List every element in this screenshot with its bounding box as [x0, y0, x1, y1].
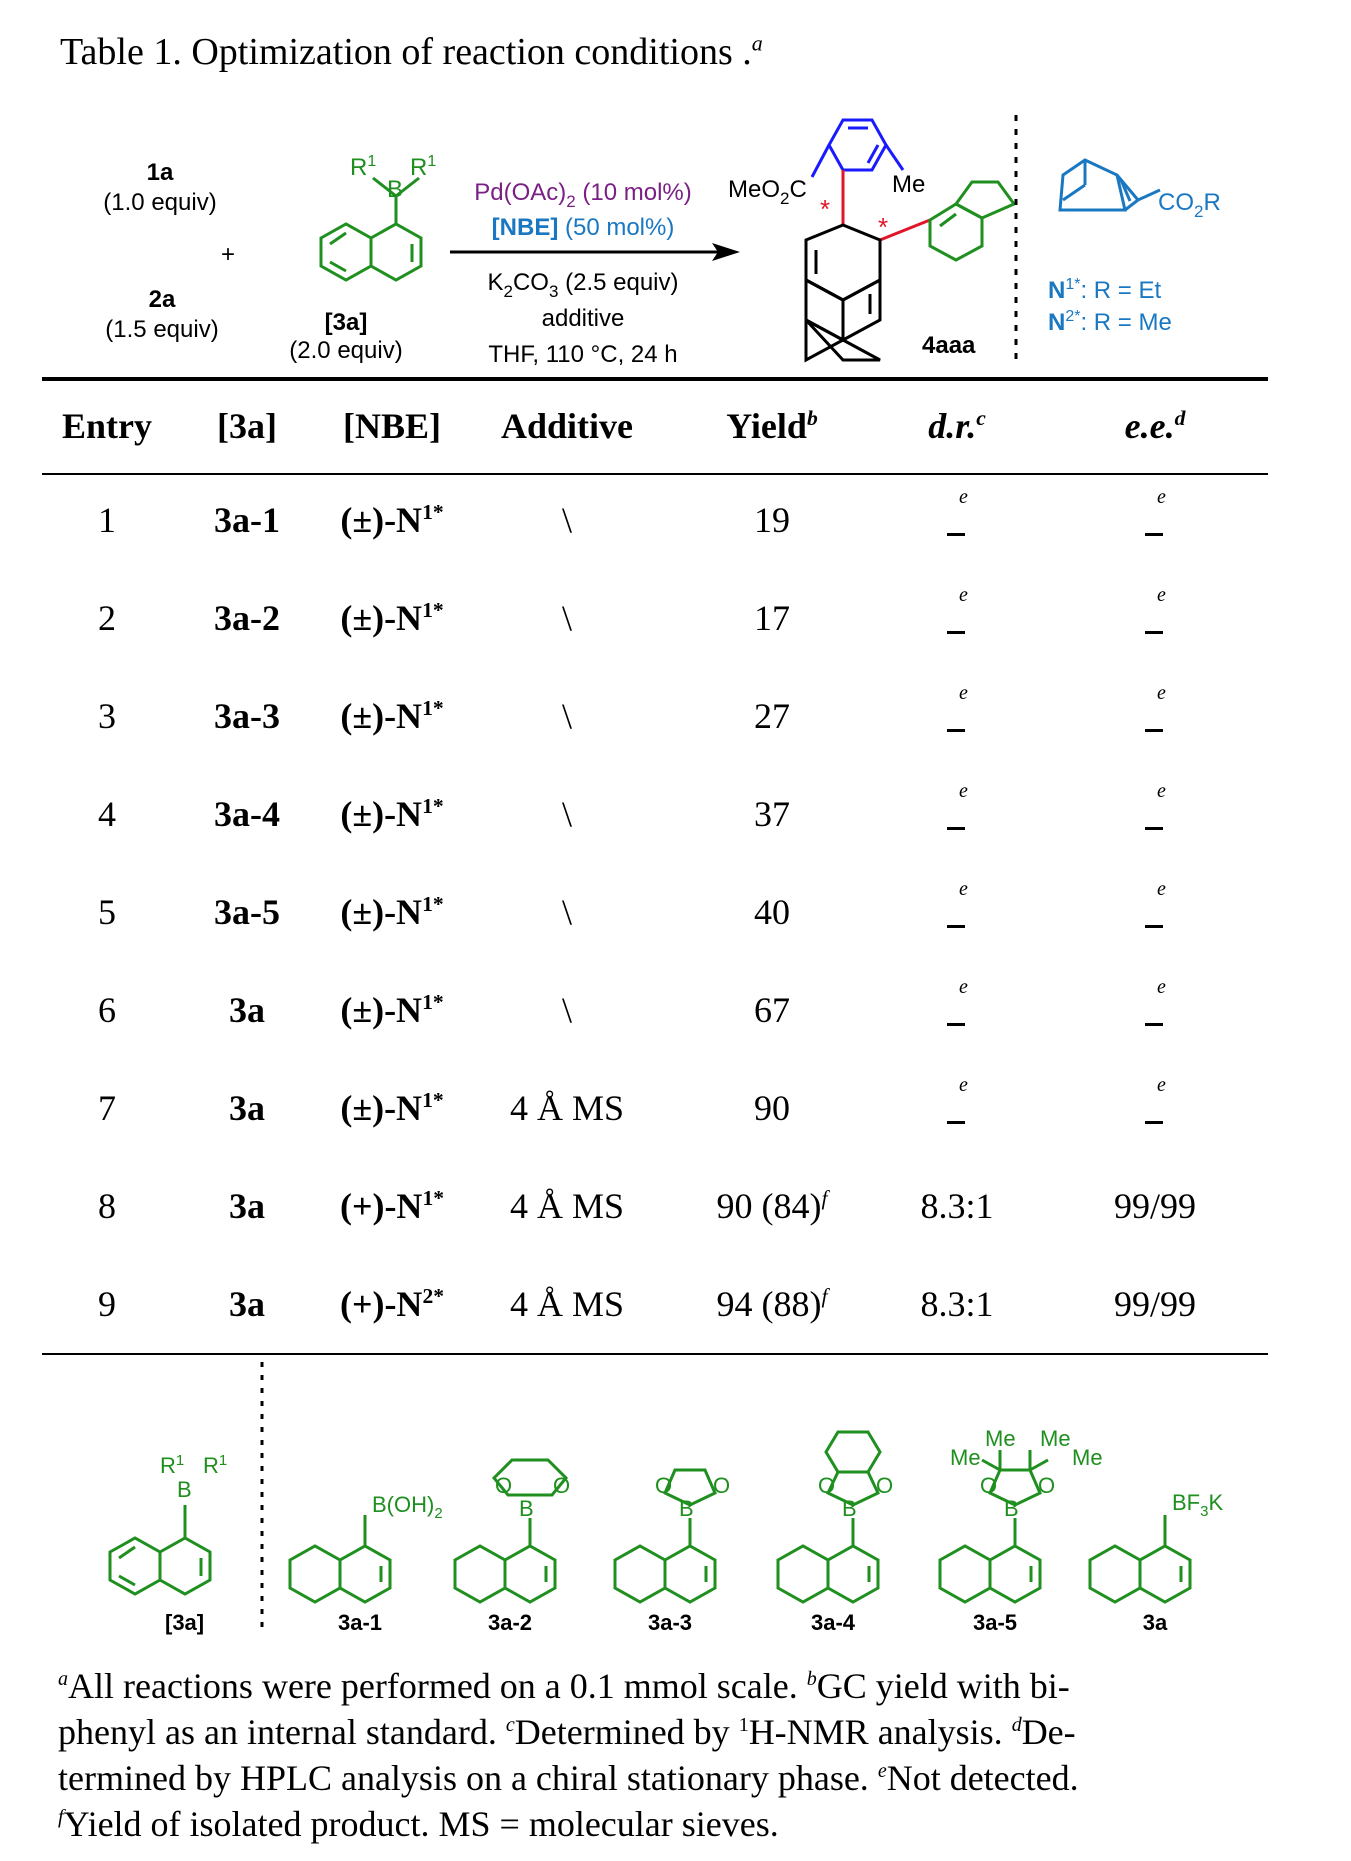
cell-dr — [872, 667, 1042, 765]
cell-ee — [1042, 471, 1268, 569]
reaction-scheme — [0, 100, 1351, 380]
reagent-3a-final-structure — [1090, 1515, 1190, 1602]
substrate-2a-equiv: (1.5 equiv) — [105, 316, 219, 343]
cell-reagent: 3a-5 — [214, 892, 280, 932]
not-detected-mark: e — [937, 496, 977, 536]
cell-ee — [1042, 569, 1268, 667]
footnote-line-4: $^f$Yield of isolated product. MS = molecular sieves. — [58, 1804, 779, 1844]
cell-yield: 17 — [754, 598, 790, 638]
header-nbe: [NBE] — [343, 406, 441, 446]
footnote-line-3: termined by HPLC analysis on a chiral stationary phase. $^e$Not detected. — [58, 1758, 1079, 1798]
cell-ee: 99/99 — [1113, 1284, 1196, 1324]
not-detected-mark: e — [937, 692, 977, 732]
cell-nbe: $(\pm)-N^{1*}$ — [340, 500, 444, 540]
cell-reagent: 3a — [229, 1284, 265, 1324]
reagent-3a3-o-right: O — [713, 1473, 731, 1498]
reagent-3a-final-label: 3a — [1142, 1610, 1168, 1635]
reagent-3a5-me-3: Me — [950, 1445, 981, 1470]
footnote-line-1: $^a$All reactions were performed on a 0.1 mmol scale. $^b$GC yield with bi- — [58, 1666, 1070, 1706]
reagent-3a1-structure — [290, 1515, 390, 1602]
cell-additive: \ — [561, 598, 572, 638]
substrate-1a-equiv: (1.0 equiv) — [103, 189, 217, 216]
reagent-structures — [0, 1358, 1351, 1648]
cell-ee — [1042, 863, 1268, 961]
title-prefix: Table 1. — [60, 31, 192, 73]
not-detected-mark: e — [937, 594, 977, 634]
nbe-n2: $N^{2*}$: R = Me — [1048, 308, 1172, 336]
reagent-3a5-boron: B — [1004, 1496, 1019, 1521]
nbe-ester-group: $CO_2R$ — [1158, 189, 1221, 221]
cell-nbe: $(\pm)-N^{1*}$ — [340, 990, 444, 1030]
cell-reagent: 3a-4 — [214, 794, 280, 834]
table-title — [60, 30, 763, 74]
header-dr: d.r.$^c$ — [928, 406, 986, 446]
additive-label: additive — [541, 305, 625, 332]
cell-entry: 9 — [98, 1284, 116, 1324]
header-entry: Entry — [62, 406, 152, 446]
header-ee: e.e.$^d$ — [1124, 406, 1186, 446]
cell-reagent: 3a — [229, 990, 265, 1030]
cell-additive: \ — [561, 500, 572, 540]
table-row — [42, 863, 1268, 961]
header-additive: Additive — [500, 406, 633, 446]
reagent-3a4-label: 3a-4 — [810, 1610, 856, 1635]
reagent-3a2-boron: B — [519, 1496, 534, 1521]
cell-dr — [872, 863, 1042, 961]
cell-reagent: 3a-2 — [214, 598, 280, 638]
cell-ee — [1042, 765, 1268, 863]
reagent-3a2-o-left: O — [495, 1473, 513, 1498]
cell-nbe: $(\pm)-N^{1*}$ — [340, 696, 444, 736]
reagent-label: [3a] — [324, 309, 368, 336]
cell-entry: 8 — [98, 1186, 116, 1226]
plus-sign: + — [220, 241, 236, 268]
reagent-3a-structure — [321, 178, 421, 280]
reagent-3a3-boron: B — [679, 1496, 694, 1521]
cell-yield: 40 — [754, 892, 790, 932]
stereo-star-1: * — [820, 194, 831, 224]
reagent-3a5-me-2: Me — [1040, 1426, 1071, 1451]
generic-label: [3a] — [165, 1610, 205, 1635]
generic-reagent-structure — [110, 1505, 210, 1594]
cell-dr — [872, 569, 1042, 667]
cell-ee: 99/99 — [1113, 1186, 1196, 1226]
generic-r-left: $R^1$ — [160, 1452, 185, 1478]
not-detected-mark: e — [1135, 1084, 1175, 1124]
reagent-3a4-o-left: O — [818, 1473, 836, 1498]
cell-dr: 8.3:1 — [920, 1284, 994, 1324]
cell-yield: 19 — [754, 500, 790, 540]
product-structure — [806, 120, 1014, 360]
reagent-3a4-structure — [778, 1432, 880, 1602]
cell-nbe: $(+)-N^{2*}$ — [339, 1284, 445, 1324]
cell-yield: 94 $(88)^f$ — [716, 1284, 828, 1324]
reagent-r-right: $R^1$ — [410, 153, 437, 181]
not-detected-mark: e — [1135, 986, 1175, 1026]
table-row — [42, 765, 1268, 863]
reagent-3a5-label: 3a-5 — [972, 1610, 1018, 1635]
cell-additive: \ — [561, 990, 572, 1030]
table-row — [42, 1157, 1268, 1255]
substrate-1a: 1a — [146, 159, 174, 186]
nbe-loading: [NBE] (50 mol%) — [491, 214, 675, 241]
cell-entry: 6 — [98, 990, 116, 1030]
reagent-3a1-label: 3a-1 — [337, 1610, 383, 1635]
not-detected-mark: e — [937, 790, 977, 830]
table-row — [42, 1255, 1268, 1353]
reagent-3a3-o-left: O — [655, 1473, 673, 1498]
generic-r-right: $R^1$ — [203, 1452, 228, 1478]
substrate-2a: 2a — [148, 286, 176, 313]
not-detected-mark: e — [1135, 790, 1175, 830]
table-row — [42, 569, 1268, 667]
cell-dr — [872, 471, 1042, 569]
cell-reagent: 3a — [229, 1186, 265, 1226]
norbornene-structure — [1060, 160, 1160, 210]
cell-entry: 3 — [98, 696, 116, 736]
table-row — [42, 1059, 1268, 1157]
cell-reagent: 3a-3 — [214, 696, 280, 736]
title-note: a — [751, 30, 763, 56]
cell-entry: 5 — [98, 892, 116, 932]
not-detected-mark: e — [937, 986, 977, 1026]
cell-yield: 27 — [754, 696, 790, 736]
reaction-conditions: THF, 110 °C, 24 h — [488, 341, 678, 368]
not-detected-mark: e — [1135, 888, 1175, 928]
catalyst: $Pd(OAc)_2$ (10 mol%) — [474, 179, 692, 211]
reagent-3a5-o-right: O — [1038, 1473, 1056, 1498]
not-detected-mark: e — [937, 1084, 977, 1124]
nbe-n1: $N^{1*}$: R = Et — [1048, 276, 1162, 304]
cell-nbe: $(\pm)-N^{1*}$ — [340, 794, 444, 834]
header-yield: Yield$^b$ — [726, 406, 818, 446]
cell-nbe: $(\pm)-N^{1*}$ — [340, 892, 444, 932]
reagent-3a5-o-left: O — [980, 1473, 998, 1498]
not-detected-mark: e — [937, 888, 977, 928]
not-detected-mark: e — [1135, 692, 1175, 732]
product-ester: MeO$_2$C — [728, 176, 807, 208]
footnote-line-2: phenyl as an internal standard. $^c$Determined by $^1$H-NMR analysis. $^d$De- — [58, 1712, 1076, 1752]
not-detected-mark: e — [1135, 496, 1175, 536]
cell-additive: \ — [561, 696, 572, 736]
footnotes — [58, 1660, 1273, 1844]
reagent-equiv: (2.0 equiv) — [289, 337, 403, 364]
reagent-3a1-group: $B(OH)_2$ — [372, 1492, 443, 1522]
cell-entry: 4 — [98, 794, 116, 834]
title-text: Optimization of reaction conditions . — [191, 31, 752, 73]
cell-additive: 4 Å MS — [509, 1088, 625, 1128]
cell-yield: 37 — [754, 794, 790, 834]
cell-ee — [1042, 667, 1268, 765]
cell-dr — [872, 961, 1042, 1059]
reagent-3a4-o-right: O — [876, 1473, 894, 1498]
header-reagent: [3a] — [217, 406, 277, 446]
cell-additive: 4 Å MS — [509, 1186, 625, 1226]
cell-dr — [872, 765, 1042, 863]
cell-yield: 67 — [754, 990, 790, 1030]
reagent-3a3-label: 3a-3 — [647, 1610, 693, 1635]
cell-ee — [1042, 961, 1268, 1059]
cell-entry: 1 — [98, 500, 116, 540]
cell-additive: \ — [561, 794, 572, 834]
product-label: 4aaa — [922, 332, 976, 359]
not-detected-mark: e — [1135, 594, 1175, 634]
base: $K_2CO_3$ (2.5 equiv) — [487, 269, 679, 301]
table-row — [42, 667, 1268, 765]
cell-nbe: $(\pm)-N^{1*}$ — [340, 1088, 444, 1128]
cell-reagent: 3a-1 — [214, 500, 280, 540]
table-bottom-rule — [42, 1353, 1268, 1355]
cell-nbe: $(\pm)-N^{1*}$ — [340, 598, 444, 638]
reagent-3a-final-group: $BF_3K$ — [1172, 1490, 1224, 1520]
cell-dr: 8.3:1 — [920, 1186, 994, 1226]
cell-nbe: $(+)-N^{1*}$ — [339, 1186, 445, 1226]
reagent-3a5-me-1: Me — [985, 1426, 1016, 1451]
table-row — [42, 471, 1268, 569]
cell-reagent: 3a — [229, 1088, 265, 1128]
cell-entry: 2 — [98, 598, 116, 638]
table-header-row — [42, 381, 1268, 471]
cell-ee — [1042, 1059, 1268, 1157]
cell-dr — [872, 1059, 1042, 1157]
cell-additive: 4 Å MS — [509, 1284, 625, 1324]
cell-additive: \ — [561, 892, 572, 932]
stereo-star-2: * — [878, 212, 889, 242]
reagent-r-left: $R^1$ — [350, 153, 377, 181]
cell-entry: 7 — [98, 1088, 116, 1128]
reagent-3a5-me-4: Me — [1072, 1445, 1103, 1470]
cell-yield: 90 $(84)^f$ — [716, 1186, 828, 1226]
reagent-3a2-o-right: O — [553, 1473, 571, 1498]
reagent-3a4-boron: B — [842, 1496, 857, 1521]
table-row — [42, 961, 1268, 1059]
generic-boron: B — [177, 1477, 192, 1502]
reagent-3a2-label: 3a-2 — [487, 1610, 533, 1635]
conditions-table — [42, 381, 1268, 1353]
product-methyl: Me — [892, 171, 926, 198]
cell-yield: 90 — [754, 1088, 790, 1128]
reagent-boron: B — [387, 176, 404, 203]
